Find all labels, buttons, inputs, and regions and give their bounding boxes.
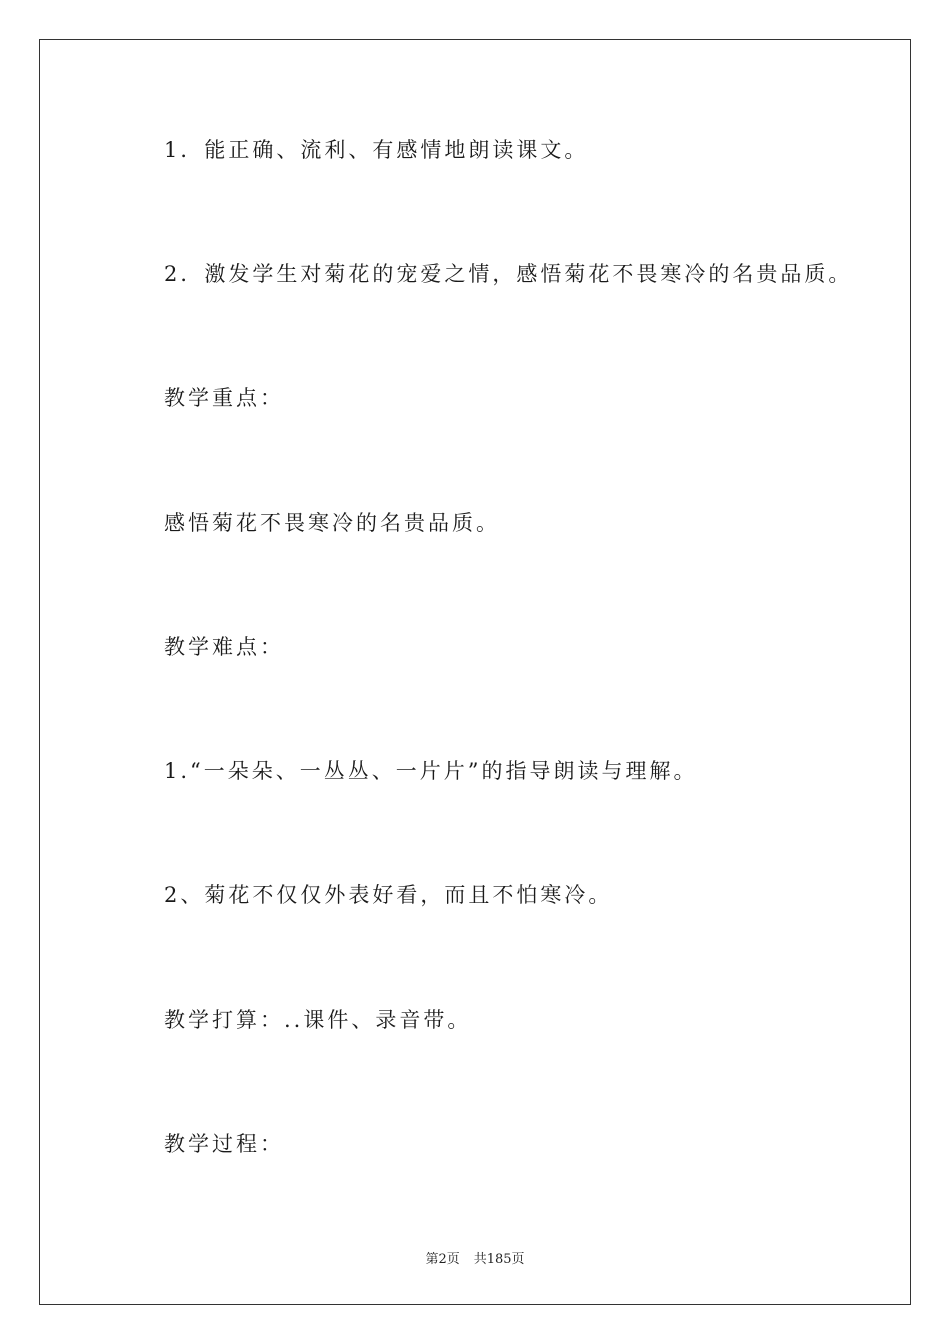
page-number: 第2页 [425, 1252, 460, 1267]
key-points-heading: 教学重点： [164, 386, 284, 410]
preparation-text: 教学打算：..课件、录音带。 [164, 1008, 472, 1032]
difficulties-heading: 教学难点： [164, 635, 284, 659]
process-heading: 教学过程： [164, 1132, 284, 1156]
objective-1: 1．能正确、流利、有感情地朗读课文。 [164, 138, 589, 162]
difficulty-2: 2、菊花不仅仅外表好看，而且不怕寒冷。 [164, 883, 613, 907]
key-points-text: 感悟菊花不畏寒冷的名贵品质。 [164, 511, 500, 535]
objective-2: 2．激发学生对菊花的宠爱之情，感悟菊花不畏寒冷的名贵品质。 [164, 262, 853, 286]
page-border [39, 39, 911, 1305]
page-count: 共185页 [473, 1252, 525, 1267]
page-footer [0, 1248, 950, 1267]
difficulty-1: 1.“一朵朵、一丛丛、一片片”的指导朗读与理解。 [164, 759, 698, 783]
